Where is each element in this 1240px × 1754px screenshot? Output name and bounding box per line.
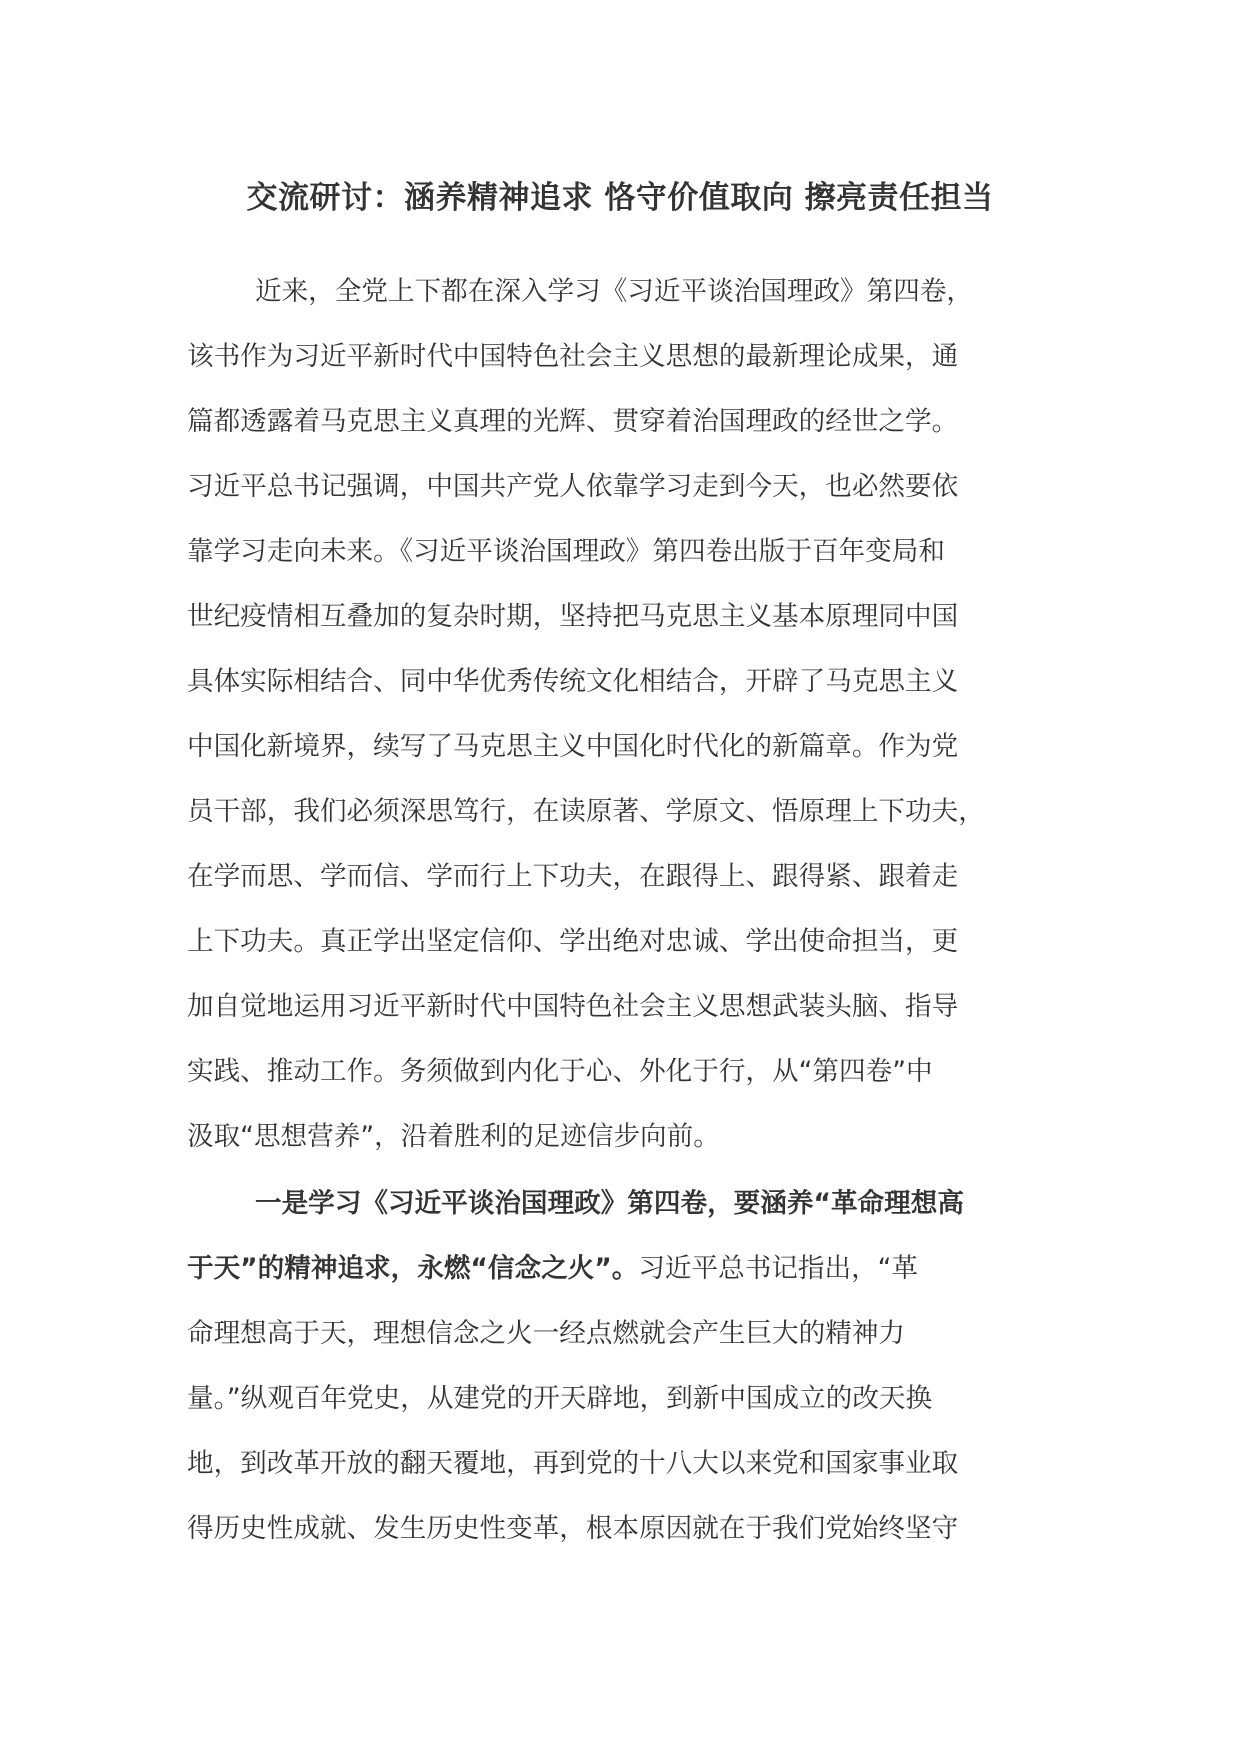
paragraph-line: 实践、推动工作。务须做到内化于心、外化于行，从“第四卷”中	[187, 1056, 933, 1087]
paragraph-line: 篇都透露着马克思主义真理的光辉、贯穿着治国理政的经世之学。	[187, 406, 959, 437]
paragraph-lead-line: 一是学习《习近平谈治国理政》第四卷，要涵养“革命理想高	[255, 1188, 964, 1219]
paragraph-line: 地，到改革开放的翻天覆地，再到党的十八大以来党和国家事业取	[187, 1448, 959, 1479]
paragraph-line: 员干部，我们必须深思笃行，在读原著、学原文、悟原理上下功夫，	[187, 796, 985, 827]
paragraph-line: 该书作为习近平新时代中国特色社会主义思想的最新理论成果，通	[187, 341, 959, 372]
paragraph-point-one	[187, 1171, 1055, 1561]
paragraph-intro	[187, 259, 1055, 1169]
paragraph-line-mixed	[187, 1236, 1055, 1301]
document-title: 交流研讨：涵养精神追求 恪守价值取向 擦亮责任担当	[246, 180, 994, 216]
paragraph-text-fragment: 习近平总书记指出，“革	[638, 1253, 919, 1284]
paragraph-line: 在学而思、学而信、学而行上下功夫，在跟得上、跟得紧、跟着走	[187, 861, 959, 892]
paragraph-line: 量。”纵观百年党史，从建党的开天辟地，到新中国成立的改天换	[187, 1383, 933, 1414]
paragraph-line: 世纪疫情相互叠加的复杂时期，坚持把马克思主义基本原理同中国	[187, 601, 959, 632]
paragraph-line: 靠学习走向未来。《习近平谈治国理政》第四卷出版于百年变局和	[187, 536, 945, 567]
paragraph-line: 习近平总书记强调，中国共产党人依靠学习走到今天，也必然要依	[187, 471, 959, 502]
paragraph-lead-fragment: 于天”的精神追求，永燃“信念之火”。	[187, 1253, 639, 1284]
paragraph-line: 中国化新境界，续写了马克思主义中国化时代化的新篇章。作为党	[187, 731, 959, 762]
paragraph-line: 具体实际相结合、同中华优秀传统文化相结合，开辟了马克思主义	[187, 666, 959, 697]
paragraph-line: 上下功夫。真正学出坚定信仰、学出绝对忠诚、学出使命担当，更	[187, 926, 959, 957]
paragraph-line: 命理想高于天，理想信念之火一经点燃就会产生巨大的精神力	[187, 1318, 906, 1349]
paragraph-line: 汲取“思想营养”，沿着胜利的足迹信步向前。	[187, 1121, 720, 1152]
paragraph-line: 近来，全党上下都在深入学习《习近平谈治国理政》第四卷，	[255, 276, 974, 307]
paragraph-line: 得历史性成就、发生历史性变革，根本原因就在于我们党始终坚守	[187, 1513, 959, 1544]
paragraph-line: 加自觉地运用习近平新时代中国特色社会主义思想武装头脑、指导	[187, 991, 959, 1022]
